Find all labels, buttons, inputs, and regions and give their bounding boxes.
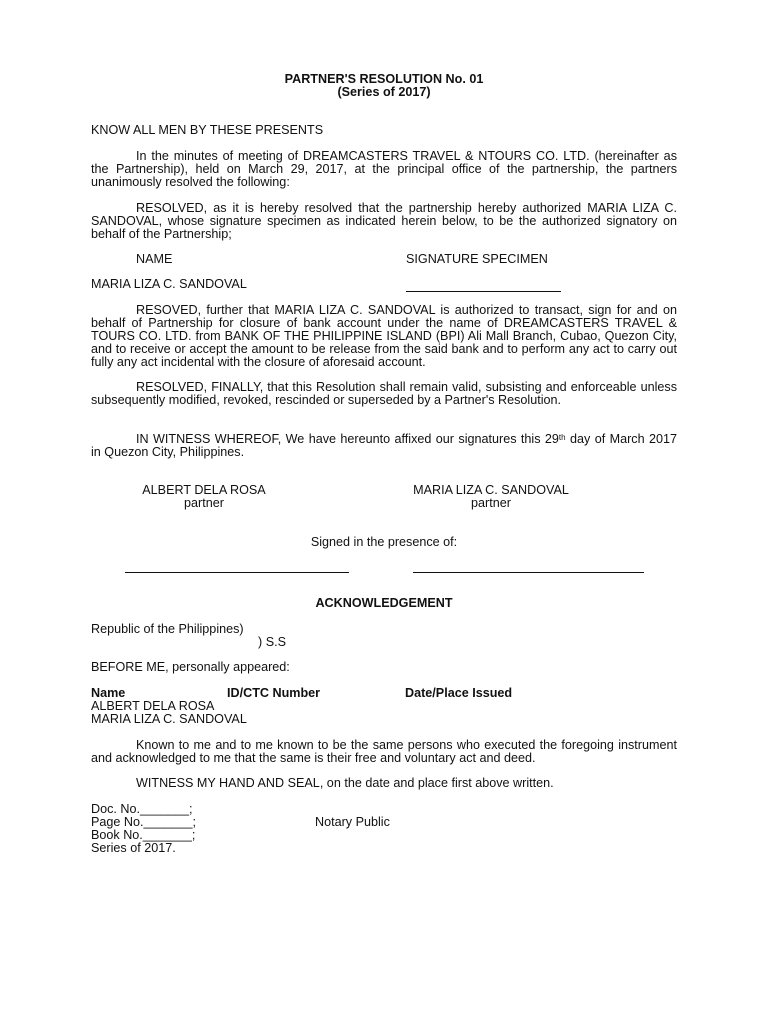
witness-signature-line-1: [125, 572, 349, 573]
page-number: Page No._______;: [91, 815, 197, 829]
paragraph-resolved-2: RESOVED, further that MARIA LIZA C. SANDOVAL is authorized to transact, sign for and on behalf of Partnership for closure of bank account under the name of DREAMCASTERS TRAVEL & TOURS CO. LTD. from BANK OF THE PHILIPPINE ISLAND (BPI) Ali Mall Branch, Cubao, Quezon City, and to receive or accept the amount to be release from the said bank and to perform any act to carry out fully any act incidental with the closure of aforesaid account.: [91, 303, 677, 369]
person-row-1: ALBERT DELA ROSA: [91, 699, 215, 713]
specimen-name: MARIA LIZA C. SANDOVAL: [91, 277, 247, 291]
witness-hand-line: WITNESS MY HAND AND SEAL, on the date and place first above written.: [136, 776, 554, 790]
table-header-name: Name: [91, 686, 126, 700]
series-year: Series of 2017.: [91, 841, 176, 855]
presence-line: Signed in the presence of:: [310, 535, 458, 549]
signatory-name-1: ALBERT DELA ROSA: [142, 483, 266, 497]
acknowledgement-title: ACKNOWLEDGEMENT: [315, 596, 453, 610]
book-number: Book No._______;: [91, 828, 196, 842]
doc-number: Doc. No._______;: [91, 802, 193, 816]
republic-line: Republic of the Philippines): [91, 622, 244, 636]
paragraph-minutes: In the minutes of meeting of DREAMCASTERS TRAVEL & NTOURS CO. LTD. (hereinafter as the Partnership), held on March 29, 2017, at the principal office of the partnership, the partners unanimously resolved the following:: [91, 149, 677, 189]
signature-specimen-line: [406, 291, 561, 292]
witness-signature-line-2: [413, 572, 644, 573]
notary-public-label: Notary Public: [315, 815, 390, 829]
before-me-line: BEFORE ME, personally appeared:: [91, 660, 290, 674]
table-header-date-place: Date/Place Issued: [405, 686, 513, 700]
ordinal-suffix: th: [558, 433, 566, 442]
person-row-2: MARIA LIZA C. SANDOVAL: [91, 712, 247, 726]
paragraph-resolved-1: RESOLVED, as it is hereby resolved that the partnership hereby authorized MARIA LIZA C. SANDOVAL, whose signature specimen as indicated herein below, to be the authorized signatory on behalf of the Partnership;: [91, 201, 677, 241]
paragraph-witness: IN WITNESS WHEREOF, We have hereunto affixed our signatures this 29th day of March 2017 in Quezon City, Philippines.: [91, 432, 678, 459]
signatory-name-2: MARIA LIZA C. SANDOVAL: [413, 483, 569, 497]
signatory-role-1: partner: [184, 496, 224, 510]
ss-line: ) S.S: [258, 635, 286, 649]
paragraph-known: Known to me and to me known to be the same persons who executed the foregoing instrument and acknowledged to me that the same is their free and voluntary act and deed.: [91, 738, 677, 765]
document-series: (Series of 2017): [337, 85, 431, 99]
paragraph-resolved-final: RESOLVED, FINALLY, that this Resolution shall remain valid, subsisting and enforceable unless subsequently modified, revoked, rescinded or superseded by a Partner's Resolution.: [91, 380, 677, 407]
signatory-role-2: partner: [471, 496, 511, 510]
intro-line: KNOW ALL MEN BY THESE PRESENTS: [91, 123, 324, 137]
name-column-header: NAME: [136, 252, 173, 266]
signature-column-header: SIGNATURE SPECIMEN: [406, 252, 548, 266]
table-header-id: ID/CTC Number: [227, 686, 321, 700]
document-title: PARTNER'S RESOLUTION No. 01: [284, 72, 484, 86]
